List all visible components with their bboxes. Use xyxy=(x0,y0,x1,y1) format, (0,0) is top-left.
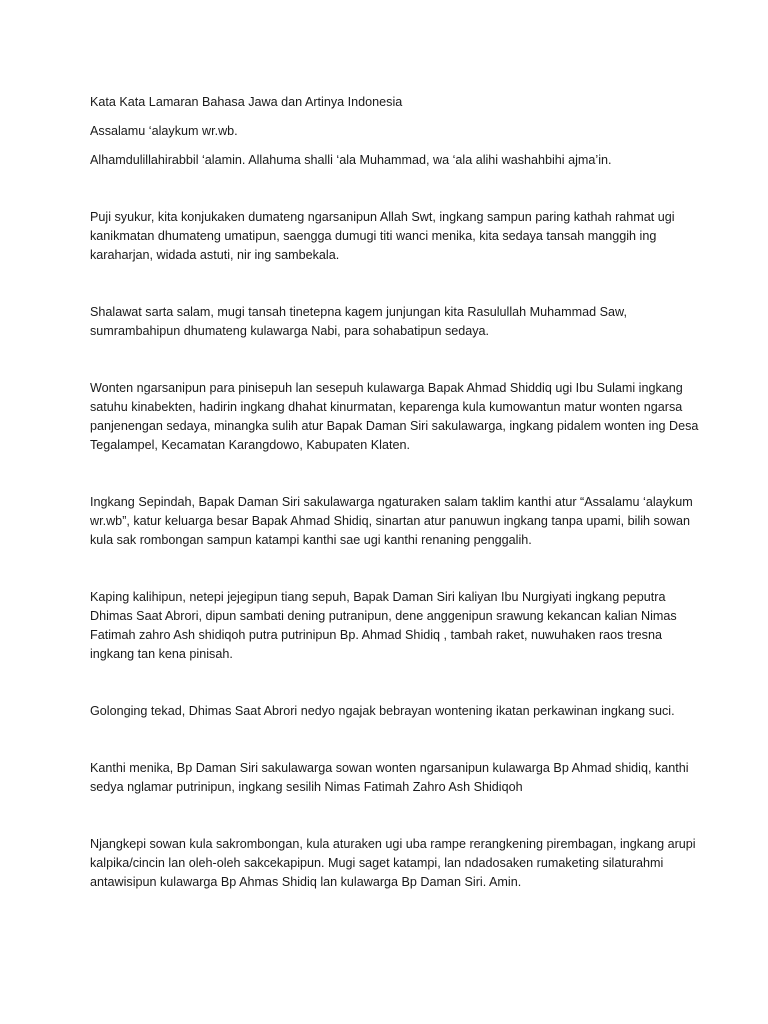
paragraph-wonten: Wonten ngarsanipun para pinisepuh lan sesepuh kulawarga Bapak Ahmad Shiddiq ugi Ibu Sulami ingkang satuhu kinabekten, hadirin ingkang dhahat kinurmatan, keparenga kula kumowantun matur wonten ngarsa panjenengan sedaya, minangka sulih atur Bapak Daman Siri sakulawarga, ingkang pidalem wonten ing Desa Tegalampel, Kecamatan Karangdowo, Kabupaten Klaten. xyxy=(90,381,699,452)
paragraph-kanthi: Kanthi menika, Bp Daman Siri sakulawarga sowan wonten ngarsanipun kulawarga Bp Ahmad shidiq, kanthi sedya nglamar putrinipun, ingkang sesilih Nimas Fatimah Zahro Ash Shidiqoh xyxy=(90,761,689,794)
paragraph-njangkepi: Njangkepi sowan kula sakrombongan, kula aturaken ugi uba rampe rerangkening pirembagan, ingkang arupi kalpika/cincin lan oleh-oleh sakcekapipun. Mugi saget katampi, lan ndadosaken rumaketing silaturahmi antawisipun kulawarga Bp Ahmas Shidiq lan kulawarga Bp Daman Siri. Amin. xyxy=(90,837,696,889)
paragraph-syukur: Puji syukur, kita konjukaken dumateng ngarsanipun Allah Swt, ingkang sampun paring kathah rahmat ugi kanikmatan dhumateng umatipun, saengga dumugi titi wanci menika, kita sedaya tansah manggih ing karaharjan, widada astuti, nir ing sambekala. xyxy=(90,210,675,262)
paragraph-salam: Assalamu ‘alaykum wr.wb. xyxy=(90,124,238,138)
paragraph-sepindah: Ingkang Sepindah, Bapak Daman Siri sakulawarga ngaturaken salam taklim kanthi atur “Assalamu ‘alaykum wr.wb”, katur keluarga besar Bapak Ahmad Shidiq, sinartan atur panuwun ingkang tanpa upami, bilih sowan kula sak rombongan sampun katampi kanthi sae ugi kanthi renaning penggalih. xyxy=(90,495,693,547)
document-body xyxy=(90,93,700,892)
paragraph-shalawat: Shalawat sarta salam, mugi tansah tinetepna kagem junjungan kita Rasulullah Muhammad Saw, sumrambahipun dhumateng kulawarga Nabi, para sohabatipun sedaya. xyxy=(90,305,627,338)
document-title: Kata Kata Lamaran Bahasa Jawa dan Artinya Indonesia xyxy=(90,95,403,109)
paragraph-kaping: Kaping kalihipun, netepi jejegipun tiang sepuh, Bapak Daman Siri kaliyan Ibu Nurgiyati ingkang peputra Dhimas Saat Abrori, dipun sambati dening putranipun, dene anggenipun srawung kekancan kalian Nimas Fatimah zahro Ash shidiqoh putra putrinipun Bp. Ahmad Shidiq , tambah raket, nuwuhaken raos tresna ingkang tan kena pinisah. xyxy=(90,590,677,661)
paragraph-hamd: Alhamdulillahirabbil ‘alamin. Allahuma shalli ‘ala Muhammad, wa ‘ala alihi washahbihi ajma’in. xyxy=(90,153,612,167)
paragraph-golonging: Golonging tekad, Dhimas Saat Abrori nedyo ngajak bebrayan wontening ikatan perkawinan ingkang suci. xyxy=(90,704,675,718)
